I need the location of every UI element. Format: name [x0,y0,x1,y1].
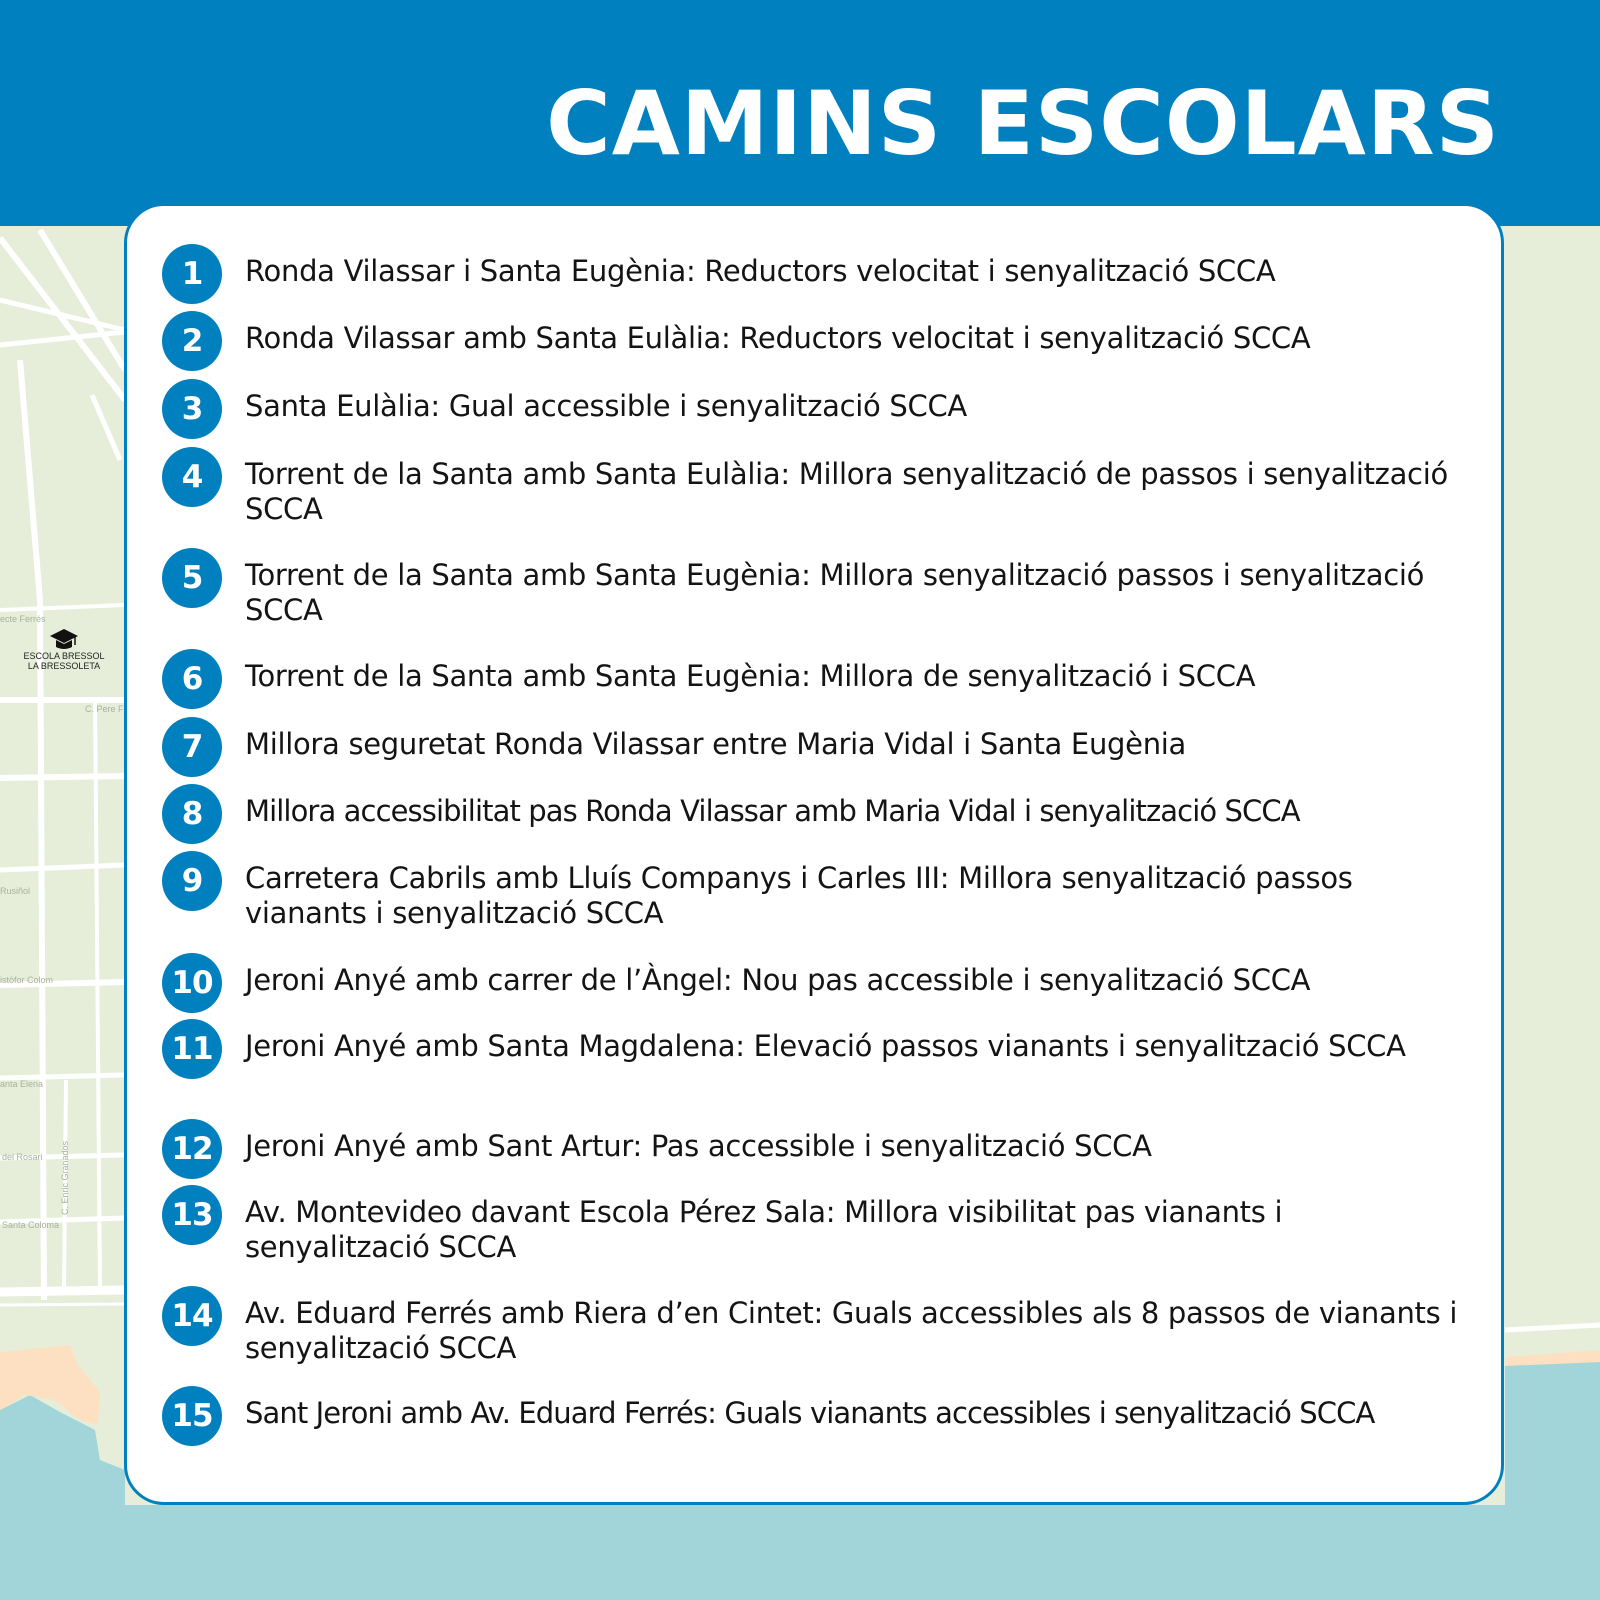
list-item-text: Jeroni Anyé amb Santa Magdalena: Elevació passos vianants i senyalització SCCA [245,1029,1406,1063]
number-badge: 5 [162,548,222,608]
street-label: Rusiñol [0,886,31,896]
street-label: Santa Coloma [2,1220,60,1230]
list-item-text: Av. Eduard Ferrés amb Riera d’en Cintet: Guals accessibles als 8 passos de vianants i senyalització SCCA [245,1296,1458,1365]
number-badge: 10 [162,953,222,1013]
list-item-text: Santa Eulàlia: Gual accessible i senyalització SCCA [245,389,967,423]
list-item-text: Ronda Vilassar amb Santa Eulàlia: Reductors velocitat i senyalització SCCA [245,321,1311,355]
number-badge: 3 [162,379,222,439]
list-item-text: Millora accessibilitat pas Ronda Vilassar amb Maria Vidal i senyalització SCCA [245,794,1300,828]
list-item-text: Torrent de la Santa amb Santa Eugènia: Millora senyalització passos i senyalització SCCA [245,558,1425,627]
number-badge: 11 [162,1019,222,1079]
header-band [0,0,1600,226]
street-label: istòfor Colom [0,975,54,985]
number-badge: 14 [162,1286,222,1346]
number-badge: 4 [162,447,222,507]
page-title: CAMINS ESCOLARS [546,72,1500,175]
list-item-text: Millora seguretat Ronda Vilassar entre Maria Vidal i Santa Eugènia [245,727,1186,761]
street-label: del Rosari [2,1152,43,1162]
list-item-text: Ronda Vilassar i Santa Eugènia: Reductors velocitat i senyalització SCCA [245,254,1276,288]
list-item-text: Jeroni Anyé amb Sant Artur: Pas accessible i senyalització SCCA [245,1129,1152,1163]
number-badge: 13 [162,1185,222,1245]
number-badge: 15 [162,1386,222,1446]
street-label: ecte Ferrés [0,614,46,624]
number-badge: 7 [162,717,222,777]
list-item-text: Carretera Cabrils amb Lluís Companys i Carles III: Millora senyalització passos vianants i senyalització SCCA [245,861,1353,930]
school-name-line1: ESCOLA BRESSOL [23,651,105,661]
school-routes-card [124,203,1504,1505]
list-item-text: Av. Montevideo davant Escola Pérez Sala: Millora visibilitat pas vianants i senyalització SCCA [245,1195,1283,1264]
street-label: C. Enric Granados [60,1140,70,1215]
list-item-text: Jeroni Anyé amb carrer de l’Àngel: Nou pas accessible i senyalització SCCA [245,963,1311,997]
number-badge: 6 [162,649,222,709]
number-badge: 9 [162,851,222,911]
street-label: C. Pere F [85,704,124,714]
street-label: anta Elena [0,1079,44,1089]
number-badge: 8 [162,784,222,844]
list-item-text: Sant Jeroni amb Av. Eduard Ferrés: Guals vianants accessibles i senyalització SCCA [245,1396,1375,1430]
list-item-text: Torrent de la Santa amb Santa Eulàlia: Millora senyalització de passos i senyalització SCCA [245,457,1448,526]
list-item-text: Torrent de la Santa amb Santa Eugènia: Millora de senyalització i SCCA [245,659,1256,693]
number-badge: 2 [162,311,222,371]
number-badge: 1 [162,244,222,304]
school-name-line2: LA BRESSOLETA [27,661,101,671]
number-badge: 12 [162,1119,222,1179]
